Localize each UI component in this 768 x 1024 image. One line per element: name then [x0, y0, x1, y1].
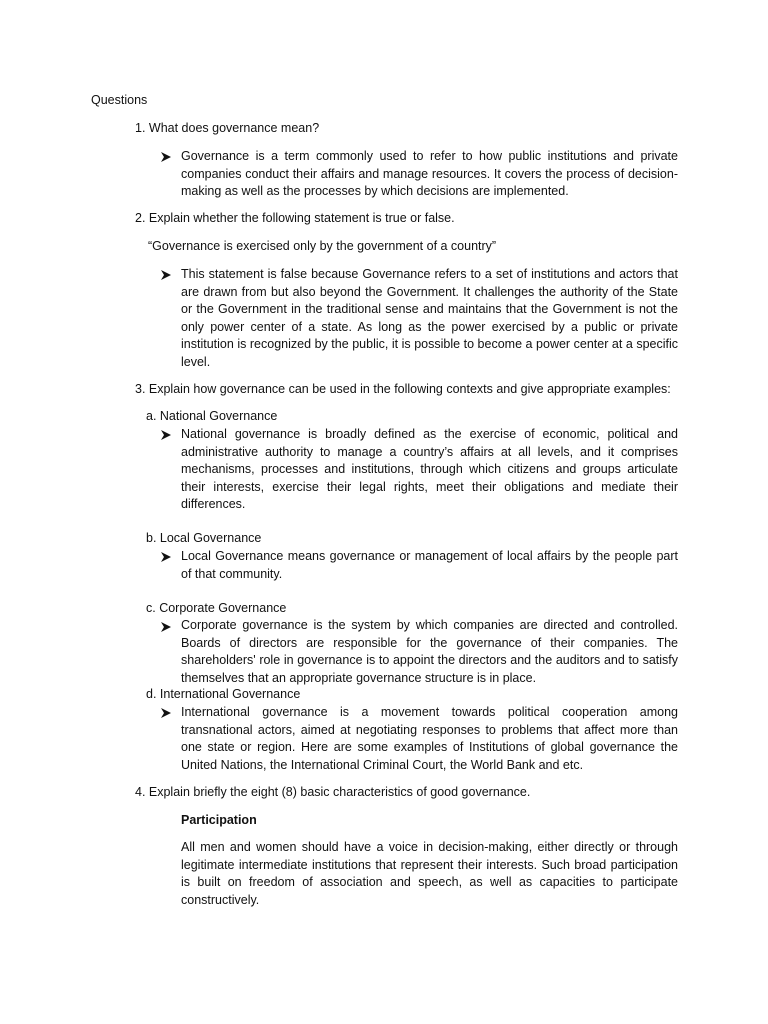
- q2-answer: This statement is false because Governance refers to a set of institutions and actors that are drawn from but also beyond the Government. It challenges the authority of the State or the Government in the traditional sense and maintains that the Government is not the only power center of a state. As long as the power exercised by a public or private institution is recognized by the public, it is possible to become a power center at a specific level.: [181, 267, 678, 369]
- q1-answer: Governance is a term commonly used to refer to how public institutions and private companies conduct their affairs and manage resources. It covers the process of decision-making as well as the processes by which decisions are implemented.: [181, 149, 678, 198]
- arrow-bullet-icon: [160, 429, 174, 443]
- arrow-bullet-icon: [160, 269, 174, 283]
- q3-item-answer: National governance is broadly defined as the exercise of economic, political and administrative authority to manage a country’s affairs at all levels, and it comprises mechanisms, processes and institutions, through which citizens and groups articulate their interests, exercise their legal rights, meet their obligations and mediate their differences.: [181, 427, 678, 511]
- q3-item-label: b. Local Governance: [146, 531, 262, 545]
- q3-item-label: c. Corporate Governance: [146, 601, 287, 615]
- q3-item-answer: Local Governance means governance or management of local affairs by the people part of that community.: [181, 549, 678, 581]
- q3-question: 3. Explain how governance can be used in the following contexts and give appropriate examples:: [135, 382, 671, 396]
- q3-item-answer: Corporate governance is the system by which companies are directed and controlled. Boards of directors are responsible for the governance of their companies. The shareholders' role in governance is to appoint the directors and the auditors and to satisfy themselves that an appropriate governance structure is in place.: [181, 618, 678, 685]
- q3-item-label: d. International Governance: [146, 687, 301, 701]
- arrow-bullet-icon: [160, 707, 174, 721]
- q4-paragraph: All men and women should have a voice in decision-making, either directly or through legitimate intermediate institutions that represent their interests. Such broad participation is built on freedom of association and speech, as well as capacities to participate constructively.: [181, 840, 678, 907]
- q3-item-answer: International governance is a movement towards political cooperation among transnational actors, aimed at negotiating responses to problems that affect more than one state or region. Here are some examples of Institutions of global governance the United Nations, the International Criminal Court, the World Bank and etc.: [181, 705, 678, 772]
- q4-subheading: Participation: [181, 813, 257, 827]
- arrow-bullet-icon: [160, 551, 174, 565]
- arrow-bullet-icon: [160, 621, 174, 635]
- q3-item-label: a. National Governance: [146, 409, 278, 423]
- q2-statement: “Governance is exercised only by the government of a country”: [148, 239, 497, 253]
- q2-question: 2. Explain whether the following statement is true or false.: [135, 211, 455, 225]
- q4-question: 4. Explain briefly the eight (8) basic characteristics of good governance.: [135, 785, 531, 799]
- arrow-bullet-icon: [160, 151, 174, 165]
- heading: Questions: [91, 93, 148, 107]
- q1-question: 1. What does governance mean?: [135, 121, 320, 135]
